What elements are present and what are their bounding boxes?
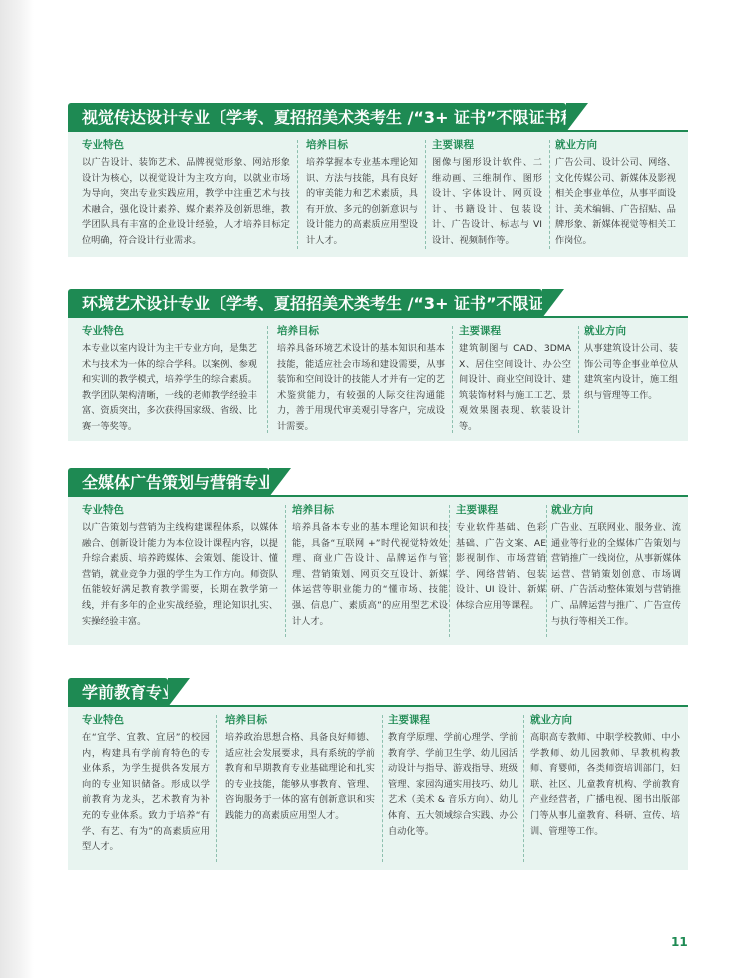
section-title: 环境艺术设计专业〔学考、夏招招美术类考生 /“3+ 证书”不限证书种类〕 [68, 289, 542, 318]
column-heading: 专业特色 [82, 325, 124, 337]
column-divider [578, 326, 579, 433]
column-careers [555, 138, 676, 249]
column-goals [225, 713, 375, 824]
column-divider [546, 505, 547, 637]
column-goals [306, 138, 418, 249]
section-environment-design [68, 289, 688, 439]
column-careers [584, 324, 678, 403]
column-courses [459, 324, 571, 435]
column-careers [530, 713, 680, 839]
column-heading: 专业特色 [82, 714, 124, 726]
column-heading: 培养目标 [225, 714, 267, 726]
column-careers [551, 503, 681, 629]
column-courses [432, 138, 542, 249]
column-divider [425, 140, 426, 249]
column-goals [277, 324, 445, 435]
column-divider [267, 326, 268, 433]
column-heading: 就业方向 [551, 504, 593, 516]
column-goals [292, 503, 448, 629]
column-text: 教育学原理、学前心理学、学前教育学、学前卫生学、幼儿园活动设计与指导、游戏指导、班级管理、家园沟通实用技巧、幼儿艺术（美术 & 音乐方向）、幼儿体育、五大领域综合实践、办公自动化等。 [388, 732, 518, 837]
section-preschool-education [68, 678, 688, 868]
column-heading: 就业方向 [555, 139, 597, 151]
page-fold-shadow [0, 0, 34, 978]
section-visual-design [68, 103, 688, 255]
column-text: 图像与图形设计软件、二维动画、三维制作、图形设计、字体设计、网页设计、书籍设计、包装设计、广告设计、标志与 VI 设计、视频制作等。 [432, 157, 542, 246]
section-content-box [68, 130, 688, 257]
column-text: 培养政治思想合格、具备良好师德、适应社会发展要求，具有系统的学前教育和早期教育专业基础理论和扎实的专业技能，能够从事教育、管理、咨询服务于一体的富有创新意识和实践能力的高素质应用型人才。 [225, 732, 375, 821]
column-text: 本专业以室内设计为主干专业方向，是集艺术与技术为一体的综合学科。以案例、参观和实训的教学模式，培养学生的综合素质。教学团队架构清晰，一线的老师教学经验丰富、资质突出，多次获得国家级、省级、比赛一等奖等。 [82, 343, 257, 432]
column-courses [456, 503, 546, 614]
column-heading: 培养目标 [277, 325, 319, 337]
section-content-box [68, 316, 688, 441]
section-title: 视觉传达设计专业〔学考、夏招招美术类考生 /“3+ 证书”不限证书种类〕 [68, 103, 566, 132]
page-number: 11 [671, 935, 688, 949]
column-divider [523, 715, 524, 862]
column-heading: 专业特色 [82, 504, 124, 516]
section-media-advertising [68, 468, 688, 643]
column-text: 以广告设计、装饰艺术、品牌视觉形象、网站形象设计为核心，以视觉设计为主攻方向，以就业市场为导向，突出专业实践应用，教学中注重艺术与技术融合，强化设计素养、媒介素养及创新思维，教学团队具有丰富的企业设计经验，人才培养目标定位明确，符合设计行业需求。 [82, 157, 290, 246]
column-divider [549, 140, 550, 249]
column-heading: 培养目标 [306, 139, 348, 151]
column-heading: 主要课程 [432, 139, 474, 151]
column-heading: 主要课程 [459, 325, 501, 337]
column-text: 培养具备本专业的基本理论知识和技能，具备“互联网 +”时代视觉特效处理、商业广告设计、品牌运作与管理、营销策划、网页交互设计、新媒体运营等职业能力的“懂市场、技能强、信息广、素质高”的应用型艺术设计人才。 [292, 522, 448, 627]
column-features [82, 324, 257, 435]
column-heading: 主要课程 [388, 714, 430, 726]
column-features [82, 138, 290, 249]
column-text: 以广告策划与营销为主线构建课程体系，以媒体融合、创新设计能力为本位设计课程内容，以提升综合素质、培养跨媒体、会策划、能设计、懂营销，就业竞争力强的学生为工作方向。师资队伍能较好满足教育教学需要，长期在教学第一线，并有多年的企业实战经验，理论知识扎实、实操经验丰富。 [82, 522, 278, 627]
column-features [82, 713, 210, 855]
section-content-box [68, 495, 688, 645]
column-courses [388, 713, 518, 839]
column-text: 在“宜学、宜教、宜居”的校园内，构建具有学前育特色的专业体系，为学生提供各发展方向的专业知识储备。形成以学前教育为龙头，艺术教育为补充的专业体系。致力于培养“有学、有艺、有为”的高素质应用型人才。 [82, 732, 210, 853]
column-heading: 就业方向 [584, 325, 626, 337]
column-features [82, 503, 278, 629]
column-text: 广告业、互联网业、服务业、流通业等行业的全媒体广告策划与营销推广一线岗位，从事新媒体运营、营销策划创意、市场调研、广告活动整体策划与营销推广、品牌运营与推广、广告宣传与执行等相关工作。 [551, 522, 681, 627]
column-text: 培养掌握本专业基本理论知识、方法与技能，具有良好的审美能力和艺术素质，具有开放、多元的创新意识与设计能力的高素质应用型设计人才。 [306, 157, 418, 246]
section-title: 学前教育专业 [68, 678, 168, 707]
column-heading: 培养目标 [292, 504, 334, 516]
column-divider [285, 505, 286, 637]
column-divider [449, 505, 450, 637]
column-text: 广告公司、设计公司、网络、文化传媒公司、新媒体及影视相关企事业单位，从事平面设计、美术编辑、广告招贴、品牌形象、新媒体视觉等相关工作岗位。 [555, 157, 676, 246]
column-heading: 主要课程 [456, 504, 498, 516]
column-text: 培养具备环境艺术设计的基本知识和基本技能，能适应社会市场和建设需要，从事装饰和空间设计的技能人才并有一定的艺术鉴赏能力，有较强的人际交往沟通能力，善于用现代审美观引导客户，完成设计需要。 [277, 343, 445, 432]
column-divider [382, 715, 383, 862]
section-title: 全媒体广告策划与营销专业 [68, 468, 269, 497]
column-text: 从事建筑设计公司、装饰公司等企事业单位从建筑室内设计，施工组织与管理等工作。 [584, 343, 678, 401]
column-heading: 专业特色 [82, 139, 124, 151]
column-divider [297, 140, 298, 249]
section-content-box [68, 705, 688, 870]
column-text: 建筑制图与 CAD、3DMAX、居住空间设计、办公空间设计、商业空间设计、建筑装饰材料与施工工艺、景观效果图表现、软装设计等。 [459, 343, 571, 432]
column-divider [216, 715, 217, 862]
column-text: 高职高专教师、中职学校教师、中小学教师、幼儿园教师、早教机构教师、育婴师，各类师资培训部门，妇联、社区、儿童教育机构、学前教育产业经营者，广播电视、图书出版部门等从事儿童教育、科研、宣传、培训、管理等工作。 [530, 732, 680, 837]
column-divider [452, 326, 453, 433]
column-heading: 就业方向 [530, 714, 572, 726]
column-text: 专业软件基础、色彩基础、广告文案、AE 影视制作、市场营销学、网络营销、包装设计、UI 设计、新媒体综合应用等课程。 [456, 522, 546, 611]
